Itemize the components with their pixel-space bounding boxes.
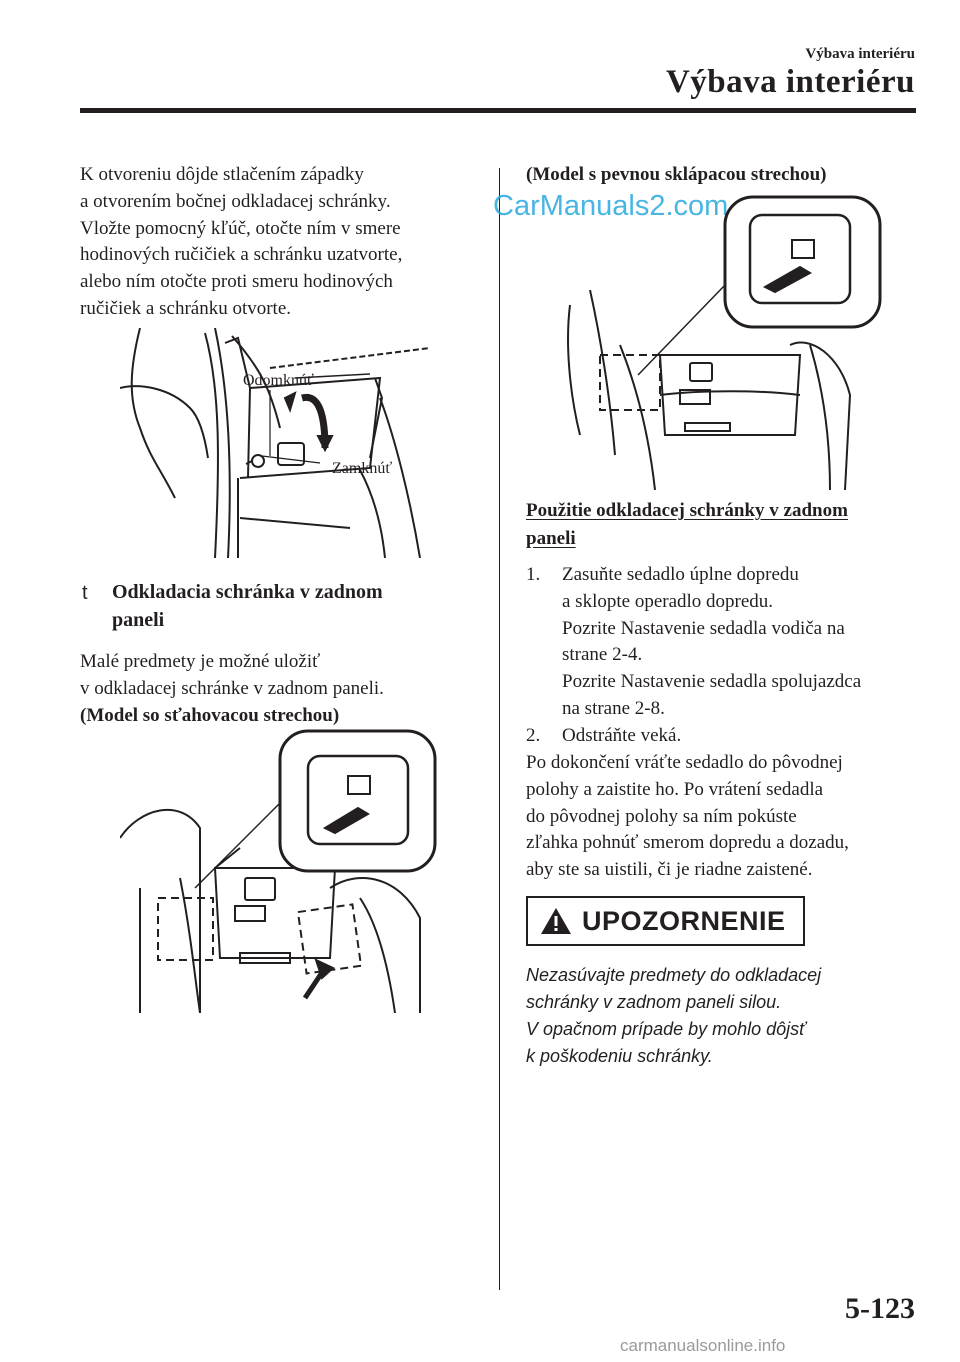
footer-site: carmanualsonline.info — [620, 1336, 786, 1355]
after-line: polohy a zaistite ho. Po vrátení sedadla — [526, 778, 824, 800]
step-line: a sklopte operadlo dopredu. — [562, 590, 774, 612]
intro-line: hodinových ručičiek a schránku uzatvorte, — [80, 244, 403, 266]
step-1-number: 1. — [526, 564, 541, 585]
caution-line: k poškodeniu schránky. — [526, 1046, 713, 1066]
caution-text — [526, 962, 821, 1070]
figure-side-storage-lock — [120, 328, 440, 558]
step-line: na strane 2-8. — [562, 697, 665, 719]
warning-triangle-icon — [540, 907, 572, 935]
after-line: Po dokončení vráťte sedadlo do pôvodnej — [526, 752, 843, 773]
intro-line: K otvoreniu dôjde stlačením západky — [80, 164, 364, 185]
intro-line: a otvorením bočnej odkladacej schránky. — [80, 190, 391, 212]
figure-rear-panel-soft-top — [120, 728, 440, 1013]
usage-heading — [526, 497, 848, 553]
caution-label: UPOZORNENIE — [582, 905, 786, 936]
step-line: Pozrite Nastavenie sedadla spolujazdca — [562, 671, 862, 693]
caution-banner — [526, 896, 805, 946]
intro-paragraph — [80, 162, 402, 323]
section-heading-line: Odkladacia schránka v zadnom — [112, 581, 383, 603]
step-2: Odstráňte veká. — [562, 725, 682, 746]
intro-line: Vložte pomocný kľúč, otočte ním v smere — [80, 217, 401, 239]
label-unlock: Odomknúť — [243, 372, 314, 389]
after-line: do pôvodnej polohy sa ním pokúste — [526, 805, 797, 827]
section-heading-line: paneli — [112, 609, 165, 631]
page-number: 5-123 — [845, 1292, 915, 1325]
step-1 — [562, 562, 861, 723]
page-title: Výbava interiéru — [665, 64, 915, 100]
figure-rear-panel-hard-top — [560, 195, 885, 490]
after-paragraph — [526, 750, 849, 884]
caution-line: Nezasúvajte predmety do odkladacej — [526, 965, 822, 985]
model-soft-top-label: (Model so sťahovacou strechou) — [80, 704, 340, 726]
running-header: Výbava interiéru — [805, 46, 915, 62]
para-line: Malé predmety je možné uložiť — [80, 651, 321, 672]
after-line: zľahka pohnúť smerom dopredu a dozadu, — [526, 832, 849, 854]
section-paragraph — [80, 649, 384, 729]
label-lock: Zamknúť — [332, 460, 393, 477]
header-rule — [80, 108, 916, 113]
step-2-number: 2. — [526, 725, 541, 746]
step-line: Pozrite Nastavenie sedadla vodiča na — [562, 617, 845, 639]
para-line: v odkladacej schránke v zadnom paneli. — [80, 677, 384, 699]
step-line: strane 2-4. — [562, 644, 643, 666]
usage-heading-line: paneli — [526, 528, 576, 549]
intro-line: alebo ním otočte proti smeru hodinových — [80, 271, 393, 293]
intro-line: ručičiek a schránku otvorte. — [80, 297, 292, 319]
column-divider — [499, 168, 500, 1290]
section-heading — [112, 578, 383, 634]
caution-line: schránky v zadnom paneli silou. — [526, 992, 782, 1012]
after-line: aby ste sa uistili, či je riadne zaistené. — [526, 859, 813, 881]
step-line: Zasuňte sedadlo úplne dopredu — [562, 564, 799, 585]
watermark-carmanuals: CarManuals2.com — [493, 190, 729, 222]
usage-heading-line: Použitie odkladacej schránky v zadnom — [526, 500, 848, 521]
section-bullet-icon: t — [82, 582, 88, 604]
caution-line: V opačnom prípade by mohlo dôjsť — [526, 1019, 806, 1039]
model-hard-top-label: (Model s pevnou sklápacou strechou) — [526, 164, 827, 185]
